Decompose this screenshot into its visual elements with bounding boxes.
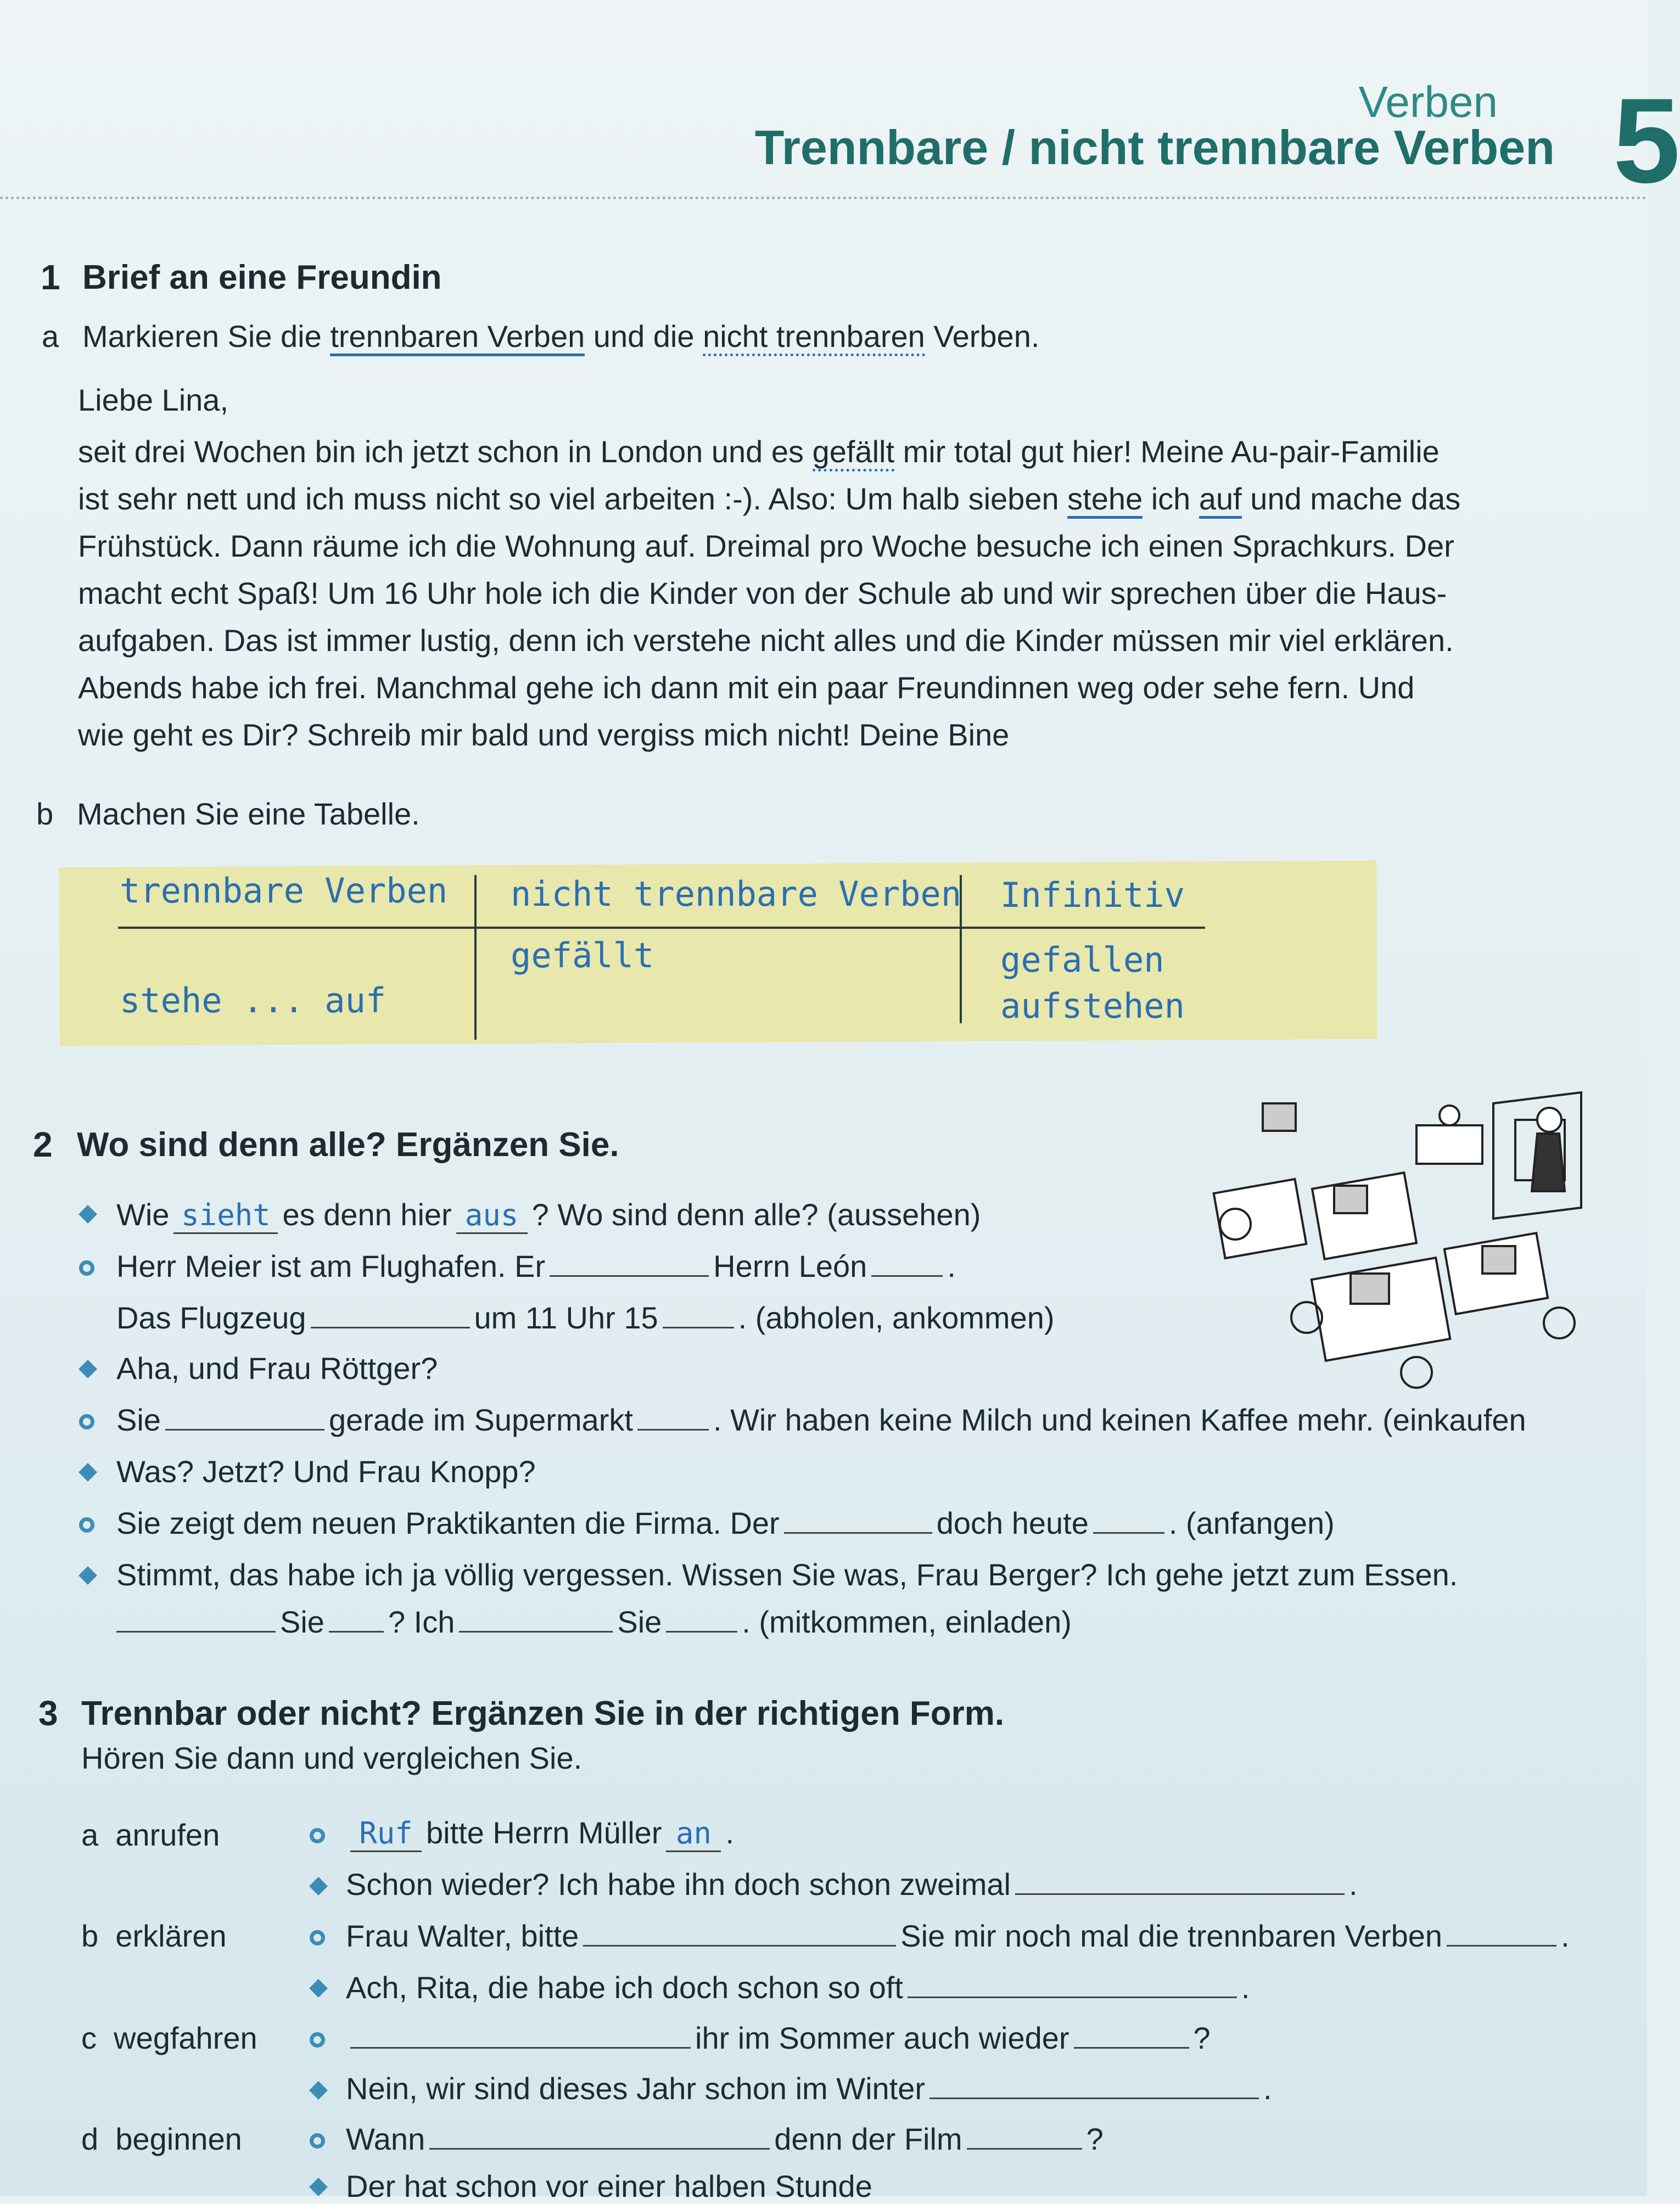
blank-field[interactable]: [908, 1996, 1237, 1998]
blank-field[interactable]: [116, 1630, 276, 1633]
chapter-category: Verben: [1358, 77, 1498, 126]
marked-verb-stehe: stehe: [1067, 481, 1143, 519]
blank-field[interactable]: [459, 1630, 613, 1633]
table-cell-inseparable: gefällt: [511, 935, 654, 975]
ex3-d-row-2: Der hat schon vor einer halben Stunde: [346, 2169, 872, 2203]
exercise-2-number: 2: [33, 1125, 53, 1164]
bullet-circle: [79, 1260, 94, 1276]
answer-aus[interactable]: aus: [456, 1198, 528, 1234]
letter-line-5: aufgaben. Das ist immer lustig, denn ich verstehe nicht alles und die Kinder müssen mir viel erklären.: [78, 623, 1454, 658]
blank-field[interactable]: [550, 1275, 709, 1277]
exercise-3-number: 3: [38, 1693, 58, 1733]
answer-sieht[interactable]: sieht: [173, 1198, 278, 1234]
ex3-c-label: c wegfahren: [81, 2021, 257, 2055]
person-at-door: [1537, 1108, 1561, 1132]
marked-verb-auf: auf: [1199, 481, 1242, 519]
bullet-circle: [310, 2032, 325, 2048]
bullet-diamond: [79, 1205, 97, 1224]
ex2-row-9: Sie ? Ich Sie . (mitkommen, einladen): [112, 1604, 1072, 1640]
desk-1: [1214, 1179, 1307, 1258]
ex3-b-row-1: Frau Walter, bitte Sie mir noch mal die trennbaren Verben .: [346, 1919, 1570, 1953]
table-col-divider-1: [474, 875, 477, 1040]
table-header-rule: [118, 927, 1205, 929]
blank-field[interactable]: [929, 2097, 1259, 2099]
monitor-3: [1351, 1274, 1389, 1304]
bullet-diamond: [309, 1979, 328, 1998]
letter-line-1: seit drei Wochen bin ich jetzt schon in London und es gefällt mir total gut hier! Meine Au-pair-Familie: [78, 428, 1637, 475]
page-title: Trennbare / nicht trennbare Verben: [754, 120, 1555, 175]
ex3-a-row-2: Schon wieder? Ich habe ihn doch schon zweimal .: [346, 1867, 1358, 1902]
ex2-row-1: Wie sieht es denn hier aus ? Wo sind denn alle? (aussehen): [116, 1197, 981, 1234]
exercise-3-subtitle: Hören Sie dann und vergleichen Sie.: [81, 1741, 583, 1775]
exercise-1-title: Brief an eine Freundin: [82, 259, 442, 296]
monitor-2: [1263, 1103, 1296, 1131]
ex2-row-8: Stimmt, das habe ich ja völlig vergessen. Wissen Sie was, Frau Berger? Ich gehe jetzt zum Essen.: [116, 1557, 1458, 1592]
ex3-a-row-1: Ruf bitte Herrn Müller an .: [346, 1815, 734, 1852]
ex2-row-5: Sie gerade im Supermarkt . Wir haben keine Milch und keinen Kaffee mehr. (einkaufen: [116, 1403, 1526, 1437]
person-body: [1532, 1134, 1565, 1191]
chapter-number: 5: [1613, 73, 1680, 208]
table-header-infinitive: Infinitiv: [1000, 875, 1185, 915]
ex2-row-7: Sie zeigt dem neuen Praktikanten die Firma. Der doch heute . (anfangen): [116, 1506, 1335, 1540]
ex3-d-row-1: Wann denn der Film ?: [346, 2122, 1104, 2156]
exercise-2-title: Wo sind denn alle? Ergänzen Sie.: [77, 1126, 619, 1164]
blank-field[interactable]: [637, 1428, 709, 1431]
bullet-circle: [79, 1517, 94, 1533]
blank-field[interactable]: [871, 1275, 943, 1277]
bullet-diamond: [79, 1566, 97, 1585]
table-cell-separable: stehe ... auf: [120, 980, 387, 1020]
exercise-3-title: Trennbar oder nicht? Ergänzen Sie in der richtigen Form.: [81, 1695, 1005, 1732]
ex2-row-3: Das Flugzeug um 11 Uhr 15 . (abholen, ankommen): [116, 1300, 1055, 1335]
table-cell-infinitive-1: gefallen: [1000, 940, 1164, 980]
answer-ruf[interactable]: Ruf: [350, 1816, 422, 1852]
blank-field[interactable]: [1093, 1532, 1164, 1534]
bullet-circle: [79, 1414, 94, 1429]
office-illustration: [1208, 1087, 1592, 1394]
blank-field[interactable]: [311, 1326, 470, 1328]
monitor-1: [1334, 1186, 1367, 1213]
ex2-row-6: Was? Jetzt? Und Frau Knopp?: [116, 1454, 536, 1489]
chair-3: [1401, 1357, 1432, 1388]
letter-line-6: Abends habe ich frei. Manchmal gehe ich dann mit ein paar Freundinnen weg oder sehe fern. Und: [78, 670, 1415, 705]
ex2-row-4: Aha, und Frau Röttger?: [116, 1351, 438, 1386]
letter-greeting: Liebe Lina,: [78, 383, 229, 417]
ex3-d-label: d beginnen: [81, 2122, 242, 2156]
boss-desk: [1416, 1125, 1482, 1164]
blank-field[interactable]: [429, 2147, 770, 2150]
table-header-separable: trennbare Verben: [120, 871, 448, 911]
blank-field[interactable]: [350, 2046, 691, 2049]
ex1-b-letter: b: [36, 797, 54, 831]
exercise-1-number: 1: [41, 257, 60, 297]
bullet-circle: [310, 1930, 325, 1945]
ex2-row-2: Herr Meier ist am Flughafen. Er Herrn León .: [116, 1249, 956, 1283]
bullet-circle: [310, 1828, 325, 1843]
table-header-inseparable: nicht trennbare Verben: [511, 874, 962, 914]
ex1-a-instruction: Markieren Sie die trennbaren Verben und die nicht trennbaren Verben.: [82, 318, 1039, 354]
bullet-circle: [310, 2133, 325, 2149]
monitor-4: [1482, 1246, 1515, 1274]
ex1-a-letter: a: [42, 319, 59, 354]
blank-field[interactable]: [1015, 1893, 1345, 1895]
bullet-diamond: [309, 2081, 328, 2100]
bullet-diamond: [79, 1463, 97, 1482]
blank-field[interactable]: [1074, 2046, 1189, 2049]
ex3-b-label: b erklären: [81, 1919, 227, 1953]
blank-field[interactable]: [583, 1944, 896, 1947]
blank-field[interactable]: [165, 1428, 324, 1431]
letter-line-2: ist sehr nett und ich muss nicht so viel arbeiten :-). Also: Um halb sieben stehe ich auf und mache das: [78, 475, 1637, 523]
underline-separable: trennbaren Verben: [330, 319, 585, 356]
ex3-c-row-2: Nein, wir sind dieses Jahr schon im Winter .: [346, 2071, 1272, 2106]
boss-head: [1440, 1106, 1459, 1125]
blank-field[interactable]: [967, 2147, 1082, 2150]
marked-verb-gefaellt: gefällt: [813, 434, 894, 472]
underline-inseparable: nicht trennbaren: [703, 319, 925, 356]
bullet-diamond: [79, 1360, 97, 1378]
bullet-diamond: [309, 1877, 328, 1895]
blank-field[interactable]: [666, 1630, 737, 1633]
blank-field[interactable]: [784, 1532, 932, 1534]
letter-line-3: Frühstück. Dann räume ich die Wohnung auf. Dreimal pro Woche besuche ich einen Sprachkurs. Der: [78, 529, 1454, 563]
blank-field[interactable]: [1447, 1944, 1556, 1947]
blank-field[interactable]: [663, 1326, 734, 1328]
ex1-b-instruction: Machen Sie eine Tabelle.: [77, 797, 420, 831]
answer-an[interactable]: an: [666, 1816, 721, 1852]
letter-line-4: macht echt Spaß! Um 16 Uhr hole ich die Kinder von der Schule ab und wir sprechen über die Haus-: [78, 576, 1447, 610]
blank-field[interactable]: [329, 1630, 384, 1633]
ex3-b-row-2: Ach, Rita, die habe ich doch schon so oft .: [346, 1970, 1250, 2005]
ex3-a-label: a anrufen: [81, 1818, 220, 1852]
chair-4: [1544, 1308, 1575, 1338]
header-divider: [0, 197, 1647, 199]
ex3-c-row-1: ihr im Sommer auch wieder ?: [346, 2020, 1211, 2056]
bullet-diamond: [309, 2178, 328, 2196]
letter-line-7: wie geht es Dir? Schreib mir bald und vergiss mich nicht! Deine Bine: [78, 717, 1010, 752]
table-cell-infinitive-2: aufstehen: [1000, 986, 1185, 1026]
